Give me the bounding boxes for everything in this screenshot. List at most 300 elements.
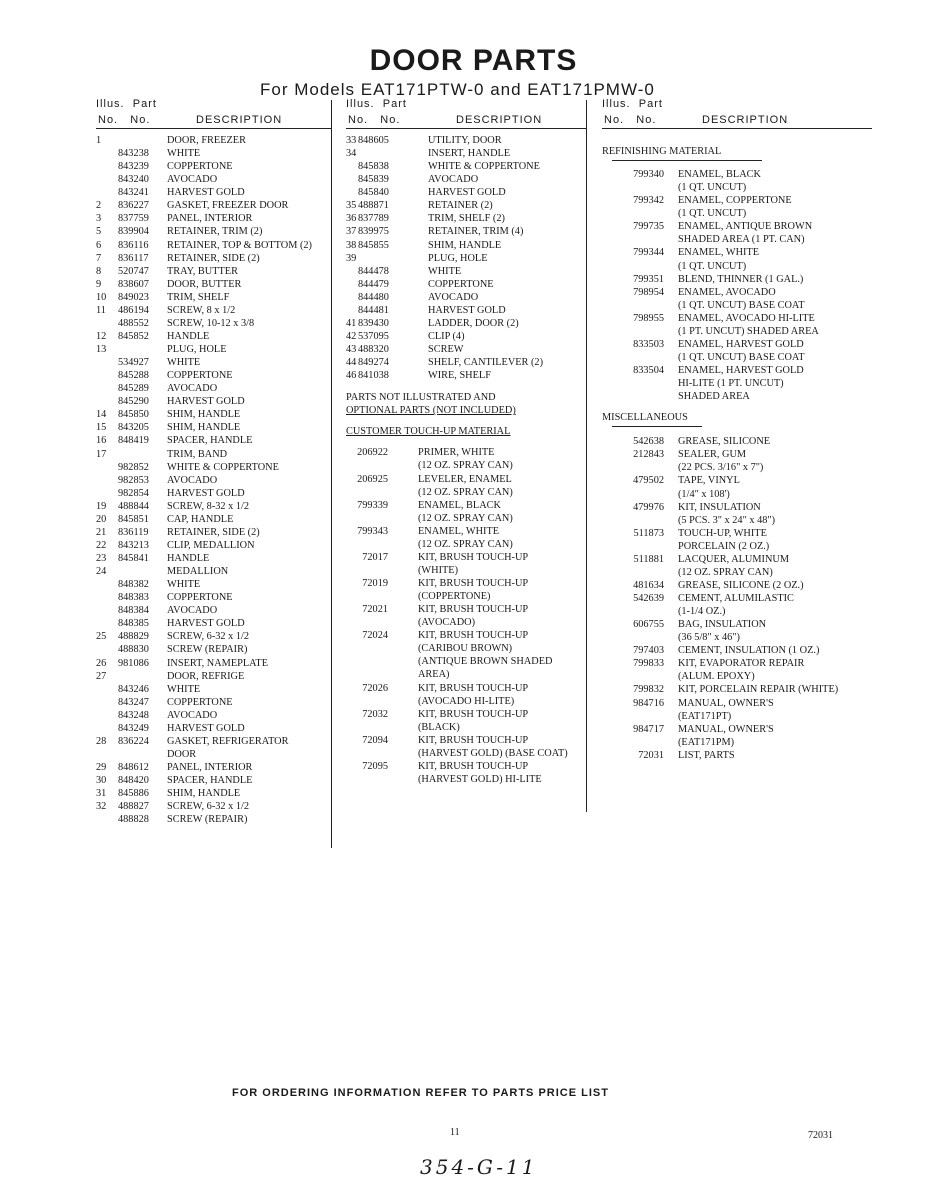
- table-row: [96, 343, 332, 356]
- table-row: [96, 578, 332, 591]
- part-number: 843247: [118, 696, 149, 708]
- part-number: 843246: [118, 683, 149, 695]
- part-number: 520747: [118, 265, 149, 277]
- illus-number: 5: [96, 226, 102, 238]
- parts-list: [96, 134, 332, 826]
- header-no-illus: No.: [348, 114, 369, 126]
- illus-number: 9: [96, 278, 102, 290]
- table-row: [346, 682, 586, 695]
- part-description: LEVELER, ENAMEL: [418, 473, 512, 485]
- part-number: 845841: [118, 553, 149, 564]
- table-row: [346, 577, 586, 590]
- part-description: DOOR: [167, 748, 197, 760]
- part-description: (WHITE): [418, 564, 459, 576]
- table-row: [602, 351, 872, 364]
- header-illus-part: [346, 98, 407, 111]
- table-row: [346, 499, 586, 512]
- part-description: GASKET, FREEZER DOOR: [167, 200, 289, 212]
- part-description: AVOCADO: [167, 474, 218, 486]
- table-row: [96, 369, 332, 382]
- column-header: [96, 98, 332, 128]
- header-no: [604, 114, 656, 127]
- parts-list: [602, 435, 872, 762]
- table-row: [602, 670, 872, 683]
- handwritten-note: 354-G-11: [420, 1155, 538, 1179]
- part-number: 488830: [118, 644, 149, 656]
- part-number: 843248: [118, 709, 149, 721]
- part-description: AVOCADO: [428, 291, 479, 303]
- part-number: 481634: [633, 579, 664, 591]
- part-number: 206922: [357, 447, 388, 459]
- table-row: [96, 643, 332, 656]
- table-row: [96, 722, 332, 735]
- parts-column-2: [346, 98, 586, 786]
- part-description: PRIMER, WHITE: [418, 447, 495, 459]
- illus-number: 46: [346, 370, 357, 382]
- table-row: [346, 160, 586, 173]
- table-row: [346, 551, 586, 564]
- parts-list: [346, 134, 586, 382]
- part-description: (1 QT. UNCUT): [678, 182, 747, 194]
- table-row: [346, 473, 586, 486]
- part-description: KIT, EVAPORATOR REPAIR: [678, 658, 805, 670]
- parts-not-illustrated-note: [346, 391, 586, 417]
- table-row: [346, 356, 586, 369]
- part-description: (12 OZ. SPRAY CAN): [418, 512, 513, 524]
- part-number: 72026: [362, 682, 388, 694]
- illus-number: 41: [346, 317, 357, 329]
- table-row: [602, 181, 872, 194]
- part-number: 844480: [358, 291, 389, 303]
- part-description: KIT, BRUSH TOUCH-UP: [418, 682, 529, 694]
- part-description: HARVEST GOLD: [167, 396, 245, 408]
- table-row: [346, 265, 586, 278]
- table-row: [602, 233, 872, 246]
- column-divider-2: [586, 100, 587, 812]
- document-code: 72031: [808, 1130, 833, 1141]
- part-description: WHITE & COPPERTONE: [428, 161, 540, 173]
- header-no: [348, 114, 400, 127]
- part-description: SHIM, HANDLE: [167, 422, 241, 434]
- part-description: HARVEST GOLD: [428, 304, 506, 316]
- table-row: [346, 304, 586, 317]
- parts-column-1: [96, 98, 332, 826]
- part-description: ENAMEL, WHITE: [418, 525, 500, 537]
- part-number: 845838: [358, 161, 389, 173]
- illus-number: 23: [96, 553, 107, 564]
- table-row: [346, 278, 586, 291]
- part-description: ENAMEL, AVOCADO HI-LITE: [678, 312, 815, 324]
- illus-number: 37: [346, 226, 357, 238]
- column-divider-1: [331, 100, 332, 848]
- part-description: DOOR, FREEZER: [167, 135, 246, 146]
- table-row: [346, 773, 586, 786]
- part-description: RETAINER, SIDE (2): [167, 526, 260, 538]
- part-number: 982852: [118, 461, 149, 473]
- part-description: WIRE, SHELF: [428, 370, 491, 382]
- page-number: 11: [450, 1127, 460, 1138]
- table-row: [602, 390, 872, 403]
- part-description: (12 OZ. SPRAY CAN): [418, 486, 513, 498]
- illus-number: 10: [96, 291, 107, 303]
- part-description: (22 PCS. 3/16" x 7"): [678, 462, 764, 474]
- part-description: KIT, BRUSH TOUCH-UP: [418, 578, 529, 589]
- parts-list: [346, 446, 586, 786]
- table-row: [96, 434, 332, 447]
- table-row: [602, 286, 872, 299]
- table-row: [602, 299, 872, 312]
- part-number: 843239: [118, 161, 149, 173]
- table-row: [346, 629, 586, 642]
- table-row: [96, 735, 332, 748]
- illus-number: 33: [346, 135, 357, 146]
- table-row: [96, 291, 332, 304]
- illus-number: 26: [96, 657, 107, 669]
- part-number: 798955: [633, 312, 664, 324]
- part-number: 488320: [358, 344, 389, 355]
- part-number: 72094: [362, 734, 388, 746]
- table-row: [602, 657, 872, 670]
- part-description: HARVEST GOLD: [167, 187, 245, 199]
- part-description: CLIP, MEDALLION: [167, 539, 255, 551]
- table-row: [602, 566, 872, 579]
- illus-number: 25: [96, 631, 107, 643]
- part-description: COPPERTONE: [167, 696, 233, 708]
- part-number: 844481: [358, 304, 389, 316]
- part-number: 848384: [118, 605, 149, 617]
- table-row: [96, 500, 332, 513]
- part-number: 798954: [633, 286, 664, 298]
- part-description: (5 PCS. 3" x 24" x 48"): [678, 514, 775, 526]
- part-description: SCREW: [428, 344, 464, 355]
- note-line-2: OPTIONAL PARTS (NOT INCLUDED): [346, 405, 516, 417]
- part-number: 837759: [118, 213, 149, 225]
- part-number: 72019: [362, 578, 388, 589]
- part-description: ENAMEL, ANTIQUE BROWN: [678, 221, 813, 233]
- table-row: [346, 590, 586, 603]
- table-row: [96, 134, 332, 147]
- illus-number: 16: [96, 435, 107, 447]
- part-number: 836117: [118, 252, 149, 264]
- section-refinishing-material: REFINISHING MATERIAL: [602, 146, 722, 157]
- part-description: DOOR, REFRIGE: [167, 670, 245, 682]
- table-row: [346, 134, 586, 147]
- table-row: [602, 194, 872, 207]
- part-description: PANEL, INTERIOR: [167, 762, 253, 773]
- table-row: [96, 813, 332, 826]
- table-row: [96, 761, 332, 774]
- note-line-1: PARTS NOT ILLUSTRATED AND: [346, 392, 496, 404]
- part-number: 72031: [638, 749, 664, 761]
- part-number: 488827: [118, 801, 149, 813]
- part-number: 837789: [358, 213, 389, 225]
- part-number: 981086: [118, 657, 149, 669]
- illus-number: 24: [96, 566, 107, 578]
- part-number: 833503: [633, 338, 664, 350]
- table-row: [346, 446, 586, 459]
- part-description: SPACER, HANDLE: [167, 775, 253, 787]
- part-number: 836116: [118, 239, 149, 251]
- part-description: RETAINER (2): [428, 200, 493, 212]
- part-description: (ANTIQUE BROWN SHADED: [418, 656, 553, 668]
- table-row: [602, 631, 872, 644]
- table-row: [96, 382, 332, 395]
- table-row: [602, 168, 872, 181]
- table-row: [96, 304, 332, 317]
- illus-number: 35: [346, 200, 357, 212]
- header-description: DESCRIPTION: [196, 114, 283, 126]
- illus-number: 38: [346, 239, 357, 251]
- illus-number: 22: [96, 539, 107, 551]
- part-description: SCREW, 6-32 x 1/2: [167, 801, 250, 813]
- part-description: INSERT, NAMEPLATE: [167, 657, 269, 669]
- part-number: 797403: [633, 645, 664, 657]
- part-number: 606755: [633, 619, 664, 631]
- part-description: RETAINER, TRIM (2): [167, 226, 263, 238]
- part-description: (COPPERTONE): [418, 591, 491, 603]
- table-row: [96, 630, 332, 643]
- part-number: 488871: [358, 200, 389, 212]
- part-number: 843249: [118, 722, 149, 734]
- header-illus-part: [96, 98, 157, 111]
- column-header: [346, 98, 586, 128]
- part-number: 488828: [118, 814, 149, 826]
- part-description: COPPERTONE: [167, 370, 233, 382]
- part-description: SCREW, 10-12 x 3/8: [167, 317, 255, 329]
- header-no-illus: No.: [604, 114, 625, 126]
- table-row: [96, 278, 332, 291]
- part-number: 843240: [118, 174, 149, 186]
- part-number: 845850: [118, 409, 149, 421]
- part-description: SCREW, 6-32 x 1/2: [167, 631, 250, 643]
- part-number: 843238: [118, 148, 149, 160]
- part-description: SHIM, HANDLE: [167, 788, 241, 800]
- table-row: [96, 591, 332, 604]
- part-number: 839975: [358, 226, 389, 238]
- part-description: AVOCADO: [428, 174, 479, 186]
- part-description: PANEL, INTERIOR: [167, 213, 253, 225]
- table-row: [346, 291, 586, 304]
- illus-number: 32: [96, 801, 107, 813]
- illus-number: 19: [96, 500, 107, 512]
- part-number: 982854: [118, 487, 149, 499]
- table-row: [96, 147, 332, 160]
- part-description: (1 QT. UNCUT): [678, 208, 747, 220]
- part-number: 799340: [633, 169, 664, 181]
- table-row: [346, 186, 586, 199]
- header-no: [98, 114, 150, 127]
- part-number: 845852: [118, 330, 149, 342]
- part-number: 845289: [118, 383, 149, 395]
- table-row: [346, 655, 586, 668]
- part-description: SCREW, 8-32 x 1/2: [167, 500, 250, 512]
- part-description: (AVOCADO): [418, 617, 476, 629]
- part-description: (1 QT. UNCUT): [678, 260, 747, 272]
- illus-number: 29: [96, 762, 107, 773]
- table-row: [346, 538, 586, 551]
- table-row: [346, 747, 586, 760]
- part-number: 848605: [358, 135, 389, 146]
- part-number: 799339: [357, 499, 388, 511]
- table-row: [602, 540, 872, 553]
- part-number: 799343: [357, 525, 388, 537]
- part-description: (HARVEST GOLD) HI-LITE: [418, 773, 542, 785]
- table-row: [602, 260, 872, 273]
- illus-number: 28: [96, 735, 107, 747]
- table-row: [96, 552, 332, 565]
- header-part: Part: [382, 98, 407, 110]
- table-row: [346, 147, 586, 160]
- illus-number: 2: [96, 200, 102, 212]
- part-description: RETAINER, TOP & BOTTOM (2): [167, 239, 312, 251]
- table-row: [96, 252, 332, 265]
- part-description: KIT, BRUSH TOUCH-UP: [418, 604, 529, 616]
- part-description: (EAT171PM): [678, 736, 735, 748]
- table-row: [602, 435, 872, 448]
- part-number: 486194: [118, 304, 149, 316]
- illus-number: 11: [96, 304, 106, 316]
- table-row: [602, 683, 872, 696]
- part-description: SHIM, HANDLE: [167, 409, 241, 421]
- part-description: MANUAL, OWNER'S: [678, 723, 774, 735]
- part-number: 845851: [118, 513, 149, 525]
- part-description: HARVEST GOLD: [167, 722, 245, 734]
- illus-number: 12: [96, 330, 107, 342]
- table-row: [346, 695, 586, 708]
- part-number: 848419: [118, 435, 149, 447]
- part-description: KIT, BRUSH TOUCH-UP: [418, 734, 529, 746]
- table-row: [96, 565, 332, 578]
- illus-number: 1: [96, 135, 102, 146]
- table-row: [602, 527, 872, 540]
- part-number: 511873: [633, 527, 664, 539]
- table-row: [602, 514, 872, 527]
- table-row: [602, 644, 872, 657]
- table-row: [602, 312, 872, 325]
- illus-number: 30: [96, 775, 107, 787]
- part-description: PORCELAIN (2 OZ.): [678, 540, 770, 552]
- part-number: 984716: [633, 697, 664, 709]
- table-row: [96, 474, 332, 487]
- illus-number: 39: [346, 252, 357, 264]
- table-row: [602, 220, 872, 233]
- part-description: TAPE, VINYL: [678, 475, 740, 487]
- header-illus: Illus.: [346, 98, 375, 110]
- table-row: [96, 408, 332, 421]
- part-description: (12 OZ. SPRAY CAN): [418, 538, 513, 550]
- part-description: AVOCADO: [167, 174, 218, 186]
- table-row: [96, 160, 332, 173]
- header-no-part: No.: [130, 114, 151, 126]
- illus-number: 7: [96, 252, 102, 264]
- table-row: [96, 526, 332, 539]
- part-number: 843241: [118, 187, 149, 199]
- part-number: 72021: [362, 604, 388, 616]
- part-description: TRIM, SHELF (2): [428, 213, 505, 225]
- table-row: [96, 787, 332, 800]
- table-row: [96, 395, 332, 408]
- table-row: [346, 734, 586, 747]
- part-number: 799342: [633, 195, 664, 207]
- part-number: 848382: [118, 579, 149, 591]
- table-row: [96, 683, 332, 696]
- table-row: [602, 246, 872, 259]
- illus-number: 21: [96, 526, 107, 538]
- table-row: [602, 710, 872, 723]
- part-number: 839430: [358, 317, 389, 329]
- part-description: (1/4" x 108'): [678, 488, 730, 500]
- part-number: 982853: [118, 474, 149, 486]
- illus-number: 17: [96, 448, 107, 460]
- header-illus: Illus.: [96, 98, 125, 110]
- part-description: SEALER, GUM: [678, 449, 747, 461]
- part-description: (AVOCADO HI-LITE): [418, 695, 515, 707]
- part-description: TRIM, SHELF: [167, 291, 230, 303]
- table-row: [96, 212, 332, 225]
- part-number: 799344: [633, 247, 664, 259]
- part-number: 488829: [118, 631, 149, 643]
- table-row: [96, 617, 332, 630]
- part-description: (HARVEST GOLD) (BASE COAT): [418, 747, 568, 759]
- part-description: SCREW (REPAIR): [167, 644, 248, 656]
- illus-number: 36: [346, 213, 357, 225]
- part-description: LIST, PARTS: [678, 749, 735, 761]
- illus-number: 34: [346, 148, 357, 160]
- table-row: [602, 325, 872, 338]
- part-description: TRIM, BAND: [167, 448, 228, 460]
- table-row: [602, 273, 872, 286]
- table-row: [346, 212, 586, 225]
- part-description: GREASE, SILICONE (2 OZ.): [678, 579, 804, 591]
- part-number: 511881: [633, 553, 664, 565]
- part-description: SPACER, HANDLE: [167, 435, 253, 447]
- column-header: [602, 98, 872, 128]
- part-number: 845288: [118, 370, 149, 382]
- part-description: (36 5/8" x 46"): [678, 632, 740, 644]
- part-number: 537095: [358, 330, 389, 342]
- table-row: [346, 721, 586, 734]
- table-row: [602, 618, 872, 631]
- table-row: [96, 513, 332, 526]
- part-description: AVOCADO: [167, 383, 218, 395]
- table-row: [96, 265, 332, 278]
- table-row: [602, 501, 872, 514]
- ordering-footer: FOR ORDERING INFORMATION REFER TO PARTS PRICE LIST: [232, 1087, 609, 1099]
- table-row: [96, 225, 332, 238]
- part-number: 72017: [362, 551, 388, 563]
- part-description: (BLACK): [418, 721, 460, 733]
- part-description: ENAMEL, BLACK: [678, 169, 761, 181]
- part-description: LACQUER, ALUMINUM: [678, 553, 789, 565]
- part-description: CEMENT, ALUMILASTIC: [678, 593, 794, 604]
- part-description: GASKET, REFRIGERATOR: [167, 735, 289, 747]
- table-row: [602, 736, 872, 749]
- part-description: (ALUM. EPOXY): [678, 671, 755, 683]
- part-number: 839904: [118, 226, 149, 238]
- part-number: 479502: [633, 475, 664, 487]
- part-number: 542638: [633, 436, 664, 448]
- table-row: [346, 252, 586, 265]
- table-row: [96, 748, 332, 761]
- page-subtitle: For Models EAT171PTW-0 and EAT171PMW-0: [260, 80, 655, 99]
- part-description: ENAMEL, HARVEST GOLD: [678, 365, 804, 376]
- illus-number: 42: [346, 330, 357, 342]
- part-description: ENAMEL, AVOCADO: [678, 286, 776, 298]
- part-description: COPPERTONE: [167, 161, 233, 173]
- part-number: 72095: [362, 760, 388, 772]
- part-number: 799833: [633, 658, 664, 670]
- part-number: 844479: [358, 278, 389, 290]
